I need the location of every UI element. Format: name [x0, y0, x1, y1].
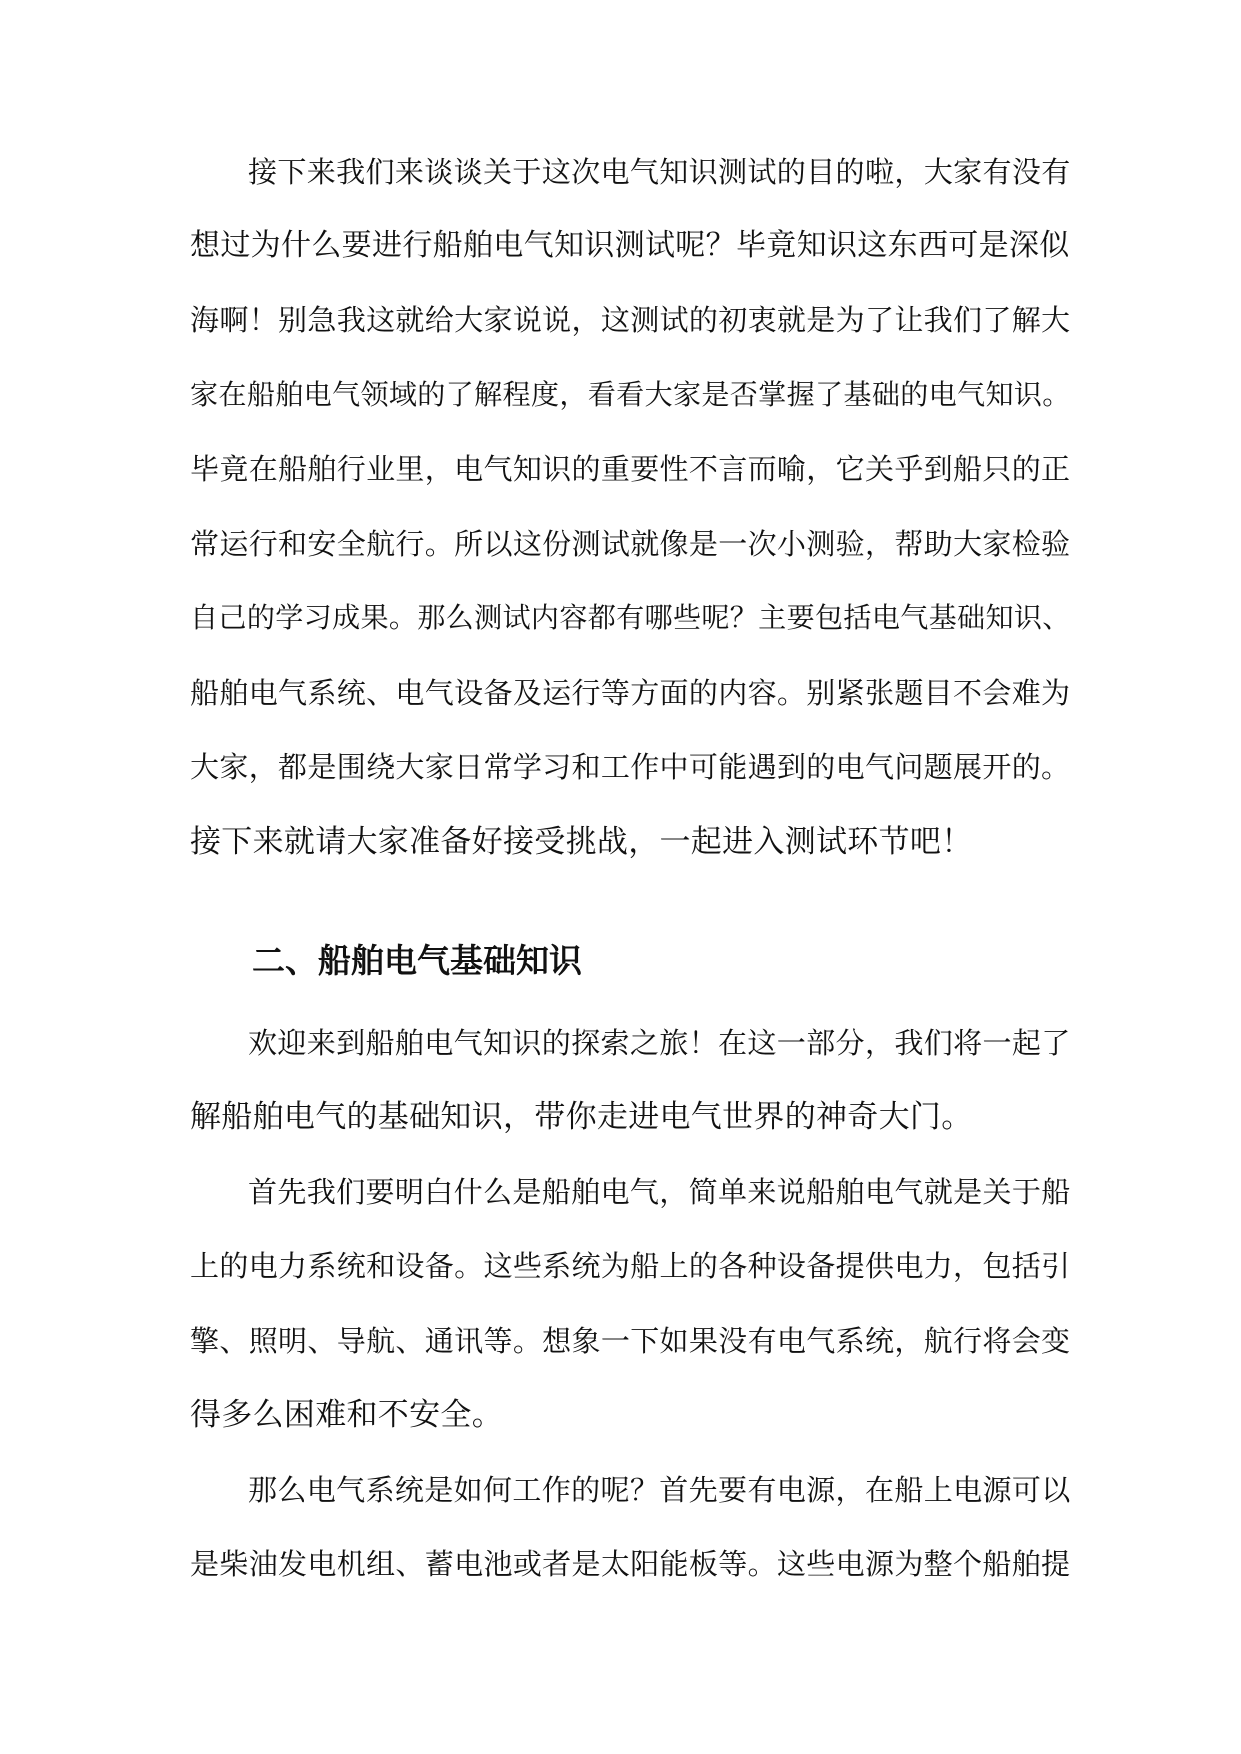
text-line: 解船舶电气的基础知识，带你走进电气世界的神奇大门。 [190, 1099, 973, 1135]
text-line: 得多么困难和不安全。 [190, 1397, 503, 1433]
text-line: 擎、照明、导航、通讯等。想象一下如果没有电气系统，航行将会变 [190, 1324, 1071, 1358]
text-line: 大家，都是围绕大家日常学习和工作中可能遇到的电气问题展开的。 [190, 750, 1071, 784]
text-line: 海啊！别急我这就给大家说说，这测试的初衷就是为了让我们了解大 [190, 303, 1071, 337]
text-line: 是柴油发电机组、蓄电池或者是太阳能板等。这些电源为整个船舶提 [190, 1547, 1071, 1581]
text-line: 接下来就请大家准备好接受挑战，一起进入测试环节吧！ [190, 824, 973, 860]
text-line: 船舶电气系统、电气设备及运行等方面的内容。别紧张题目不会难为 [190, 676, 1071, 710]
text-line: 那么电气系统是如何工作的呢？首先要有电源，在船上电源可以 [248, 1473, 1071, 1507]
text-line: 欢迎来到船舶电气知识的探索之旅！在这一部分，我们将一起了 [248, 1026, 1071, 1060]
text-line: 接下来我们来谈谈关于这次电气知识测试的目的啦，大家有没有 [248, 155, 1071, 189]
text-line: 常运行和安全航行。所以这份测试就像是一次小测验，帮助大家检验 [190, 527, 1071, 561]
text-line: 毕竟在船舶行业里，电气知识的重要性不言而喻，它关乎到船只的正 [190, 452, 1071, 486]
text-line: 首先我们要明白什么是船舶电气，简单来说船舶电气就是关于船 [248, 1175, 1071, 1209]
text-line: 想过为什么要进行船舶电气知识测试呢？毕竟知识这东西可是深似 [190, 228, 1070, 263]
text-line: 家在船舶电气领域的了解程度，看看大家是否掌握了基础的电气知识。 [190, 378, 1071, 411]
section-heading: 二、船舶电气基础知识 [252, 941, 582, 980]
text-line: 自己的学习成果。那么测试内容都有哪些呢？主要包括电气基础知识、 [190, 601, 1071, 634]
text-line: 上的电力系统和设备。这些系统为船上的各种设备提供电力，包括引 [190, 1249, 1071, 1283]
